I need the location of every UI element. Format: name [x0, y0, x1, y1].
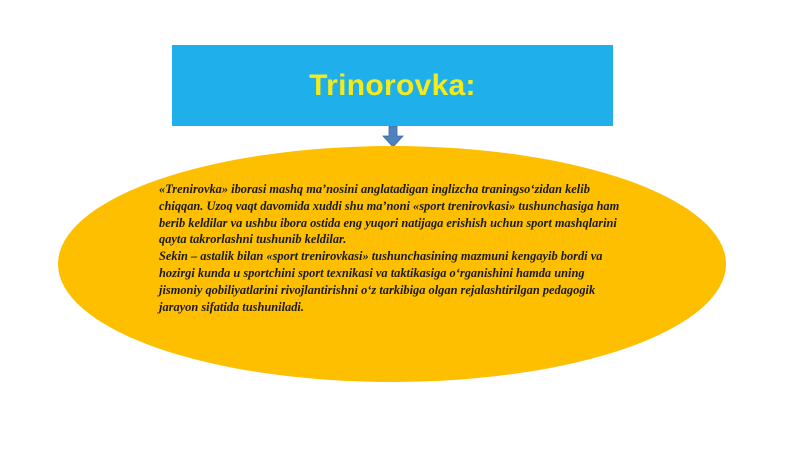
paragraph-definition: «Trenirovka» iborasi mashq ma’nosini anglatadigan inglizcha traningso‘zidan kelib chiqqan. Uzoq vaqt davomida xuddi shu ma’noni «sport trenirovkasi» tushunchasiga ham berib keldilar va ushbu ibora ostida eng yuqori natijaga erishish uchun sport mashqlarini qayta takrorlashni tushunib keldilar. [159, 182, 620, 247]
body-text [159, 181, 629, 315]
slide-title: Trinorovka: [309, 68, 476, 102]
title-box [172, 45, 613, 126]
paragraph-development: Sekin – astalik bilan «sport trenirovkasi» tushunchasining mazmuni kengayib bordi va hozirgi kunda u sportchini sport texnikasi va taktikasiga o‘rganishini hamda uning jismoniy qobiliyatlarini rivojlantirishni o‘z tarkibiga olgan rejalashtirilgan pedagogik jarayon sifatida tushuniladi. [159, 249, 603, 314]
arrow-down-icon [382, 126, 404, 148]
